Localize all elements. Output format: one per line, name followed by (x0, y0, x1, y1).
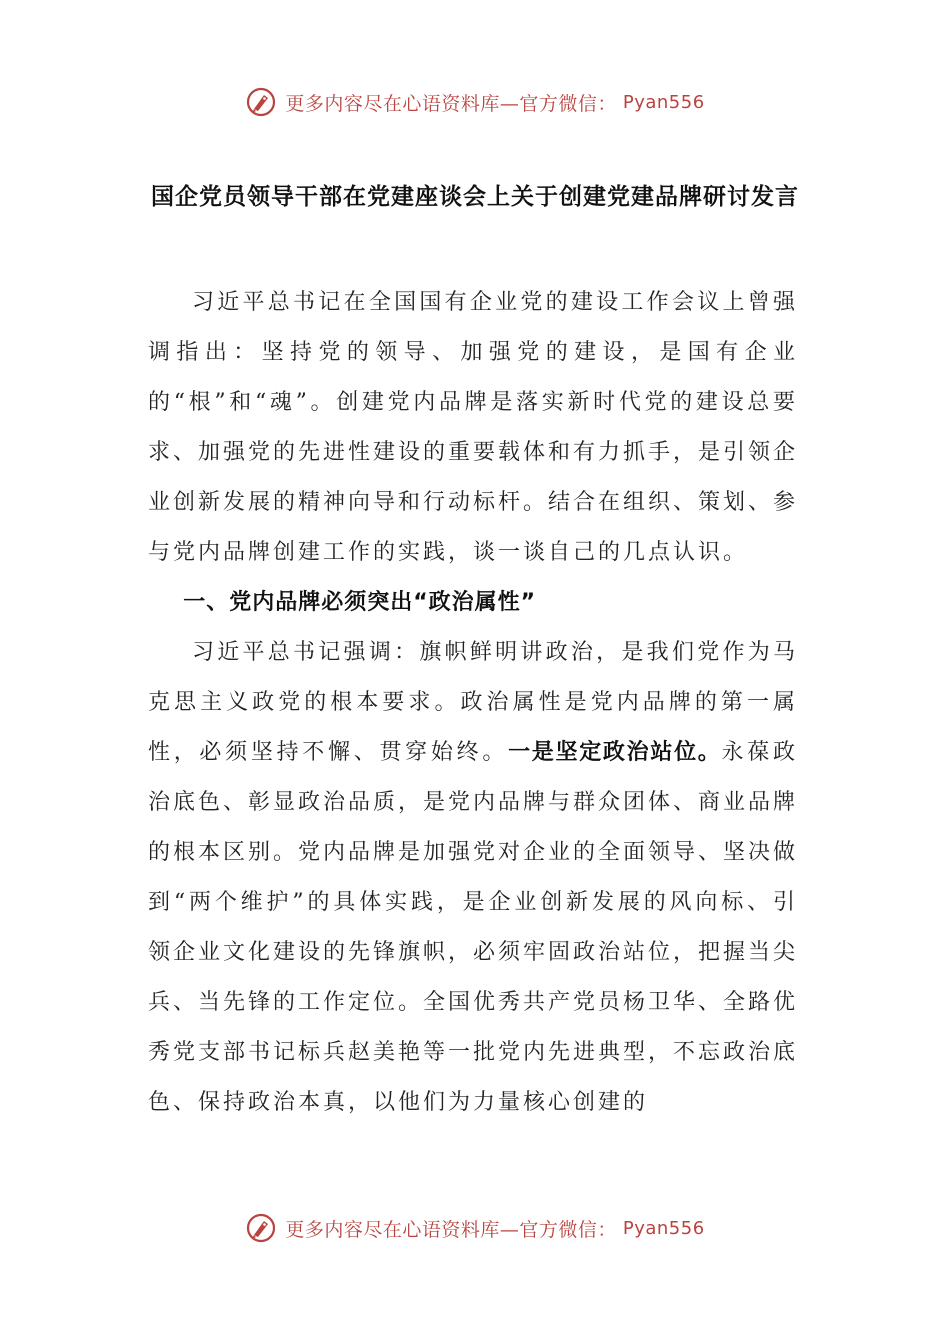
document-body (148, 278, 798, 1128)
watermark-wechat-id: Pyan556 (622, 91, 705, 113)
footer-watermark (0, 1212, 950, 1244)
pen-nib-circle-icon (245, 86, 277, 118)
document-title: 国企党员领导干部在党建座谈会上关于创建党建品牌研讨发言 (151, 184, 799, 210)
section-heading-1: 一、党内品牌必须突出“政治属性” (183, 590, 537, 615)
watermark-wechat-id: Pyan556 (622, 1217, 705, 1239)
header-watermark (0, 86, 950, 118)
watermark-text: 更多内容尽在心语资料库—官方微信： (285, 92, 617, 115)
pen-nib-circle-icon (245, 1212, 277, 1244)
section-1-text-continued: 永葆政治底色、彰显政治品质，是党内品牌与群众团体、商业品牌的根本区别。党内品牌是加强党对企业的全面领导、坚决做到“两个维护”的具体实践，是企业创新发展的风向标、引领企业文化建设的先锋旗帜，必须牢固政治站位，把握当尖兵、当先锋的工作定位。全国优秀共产党员杨卫华、全路优秀党支部书记标兵赵美艳等一批党内先进典型，不忘政治底色、保持政治本真，以他们为力量核心创建的 (148, 740, 799, 1115)
section-1-bold-point: 一是坚定政治站位。 (508, 740, 722, 765)
intro-paragraph: 习近平总书记在全国国有企业党的建设工作会议上曾强调指出：坚持党的领导、加强党的建设，是国有企业的“根”和“魂”。创建党内品牌是落实新时代党的建设总要求、加强党的先进性建设的重要载体和有力抓手，是引领企业创新发展的精神向导和行动标杆。结合在组织、策划、参与党内品牌创建工作的实践，谈一谈自己的几点认识。 (148, 290, 799, 565)
section-1-paragraph (148, 628, 798, 1128)
watermark-text: 更多内容尽在心语资料库—官方微信： (285, 1218, 617, 1241)
section-1-text-start: 习近平总书记强调：旗帜鲜明讲政治，是我们党作为马克思主义政党的根本要求。政治属性是党内品牌的第一属性，必须坚持不懈、贯穿始终。 (148, 640, 798, 765)
